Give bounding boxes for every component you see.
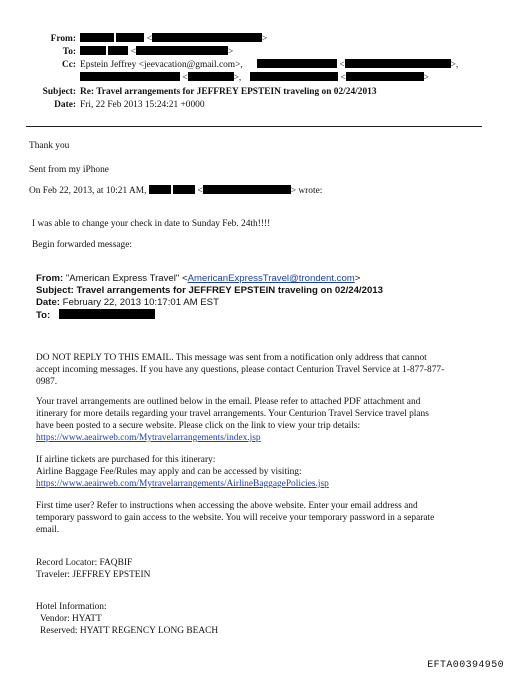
cc-value-line2: < >, xyxy=(80,72,241,84)
sent-from-line: Sent from my iPhone xyxy=(29,165,109,175)
fwd-to-line: To: xyxy=(36,309,155,322)
redaction-block xyxy=(203,185,291,194)
fwd-subject-line: Subject: Travel arrangements for JEFFREY EPSTEIN traveling on 02/24/2013 xyxy=(36,285,383,296)
fwd-date-line: Date: February 22, 2013 10:17:01 AM EST xyxy=(36,297,219,308)
baggage-line: Airline Baggage Fee/Rules may apply and can be accessed by visiting: xyxy=(36,467,302,477)
date-value: Fri, 22 Feb 2013 15:24:21 +0000 xyxy=(80,100,205,110)
hotel-reserved: Reserved: HYATT REGENCY LONG BEACH xyxy=(40,626,219,636)
document-id: EFTA00394950 xyxy=(427,660,504,671)
subject-value: Re: Travel arrangements for JEFFREY EPSTEIN traveling on 02/24/2013 xyxy=(80,87,377,97)
redaction-block xyxy=(257,59,337,68)
baggage-line: If airline tickets are purchased for this itinerary: xyxy=(36,455,216,465)
redaction-block xyxy=(188,72,234,81)
baggage-policies-link[interactable]: https://www.aeairweb.com/Mytravelarrangements/AirlineBaggagePolicies.jsp xyxy=(36,479,329,489)
redaction-block xyxy=(345,59,451,68)
to-value: < > xyxy=(80,46,233,58)
from-label: From: xyxy=(50,34,76,44)
changed-line: I was able to change your check in date to Sunday Feb. 24th!!!! xyxy=(32,219,271,229)
redaction-block xyxy=(80,33,114,42)
arrangements-line: itinerary for more details regarding your travel arrangements. Your Centurion Travel Service travel plans xyxy=(36,409,429,419)
first-time-line: email. xyxy=(36,525,60,535)
redaction-block xyxy=(173,185,195,194)
redaction-block xyxy=(152,33,262,42)
redaction-block xyxy=(149,185,171,194)
date-label: Date: xyxy=(54,100,76,110)
thanks-line: Thank you xyxy=(29,141,70,151)
subject-label: Subject: xyxy=(42,87,76,97)
notice-line: 0987. xyxy=(36,377,58,387)
cc-value-line1 xyxy=(80,59,243,71)
hotel-info-heading: Hotel Information: xyxy=(36,602,107,612)
first-time-line: temporary password to gain access to the website. You will receive your temporary password in a separate xyxy=(36,513,435,523)
arrangements-line: have been posted to a secure website. Please click on the link to view your trip details: xyxy=(36,421,361,431)
cc-redacted-2: < > xyxy=(250,72,429,84)
cc-name: Epstein Jeffrey <jeevacation@gmail.com>, xyxy=(80,60,243,70)
redaction-block xyxy=(80,46,106,55)
to-label: To: xyxy=(62,47,76,57)
redaction-block xyxy=(250,72,338,81)
from-value: < > xyxy=(80,33,267,45)
redaction-block xyxy=(136,46,228,55)
on-wrote-line: On Feb 22, 2013, at 10:21 AM, < > wrote: xyxy=(29,186,323,196)
redaction-block xyxy=(346,72,424,81)
traveler-name: Traveler: JEFFREY EPSTEIN xyxy=(36,570,151,580)
redaction-block xyxy=(59,309,155,319)
arrangements-line: Your travel arrangements are outlined below in the email. Please refer to attached PDF attachment and xyxy=(36,397,421,407)
fwd-from-email-link[interactable]: AmericanExpressTravel@trondent.com xyxy=(187,273,355,284)
header-divider xyxy=(26,126,482,127)
fwd-from-line: From: "American Express Travel" <AmericanExpressTravel@trondent.com> xyxy=(36,273,361,284)
begin-forwarded-line: Begin forwarded message: xyxy=(32,240,132,250)
trip-details-link[interactable]: https://www.aeairweb.com/Mytravelarrangements/index.jsp xyxy=(36,433,261,443)
notice-line: accept incoming messages. If you have any questions, please contact Centurion Travel Service at 1-877-877- xyxy=(36,365,445,375)
cc-redacted-1: < >, xyxy=(257,59,458,71)
hotel-vendor: Vendor: HYATT xyxy=(40,614,102,624)
redaction-block xyxy=(80,72,180,81)
first-time-line: First time user? Refer to instructions when accessing the above website. Enter your email address and xyxy=(36,501,418,511)
redaction-block xyxy=(108,46,128,55)
redaction-block xyxy=(116,33,144,42)
notice-line: DO NOT REPLY TO THIS EMAIL. This message was sent from a notification only address that cannot xyxy=(36,353,427,363)
cc-label: Cc: xyxy=(61,60,76,70)
record-locator: Record Locator: FAQBIF xyxy=(36,558,133,568)
